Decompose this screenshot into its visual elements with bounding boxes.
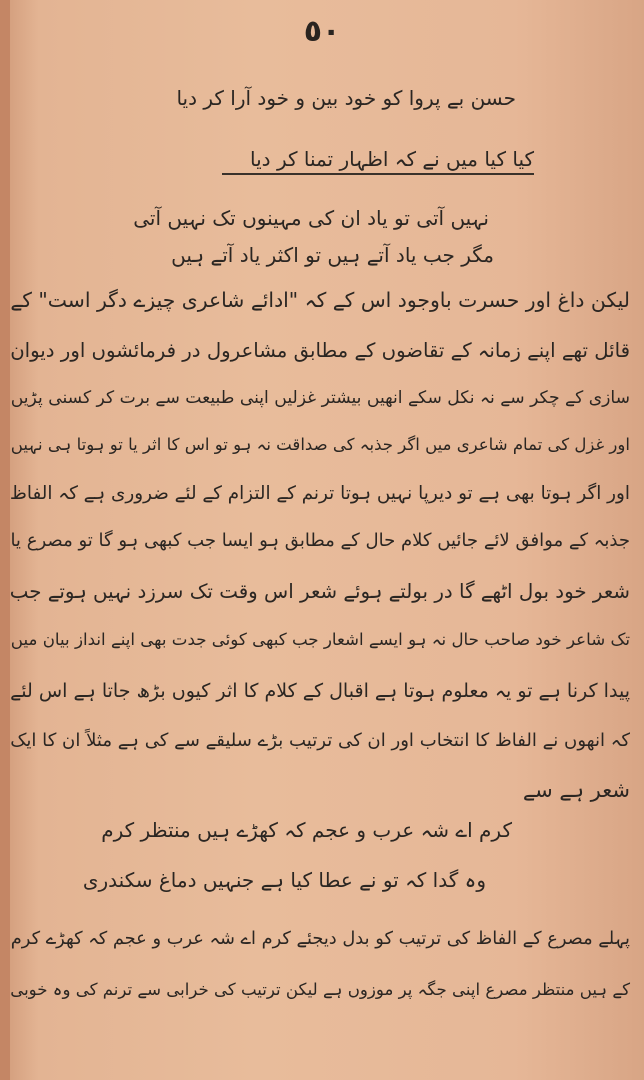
prose-line: تک شاعر خود صاحب حال نہ ہو ایسے اشعار جب کبھی کوئی جدت بھی اپنے انداز بیان میں [10, 630, 630, 649]
page-number: ٥٠ [303, 14, 341, 49]
verse-line: کیا کیا میں نے کہ اظہار تمنا کر دیا [250, 147, 534, 171]
verse-line: حسن بے پروا کو خود بین و خود آرا کر دیا [176, 86, 516, 110]
prose-line: شعر خود بول اٹھے گا در بولتے ہوئے شعر اس وقت تک سرزد نہیں ہوتے جب [9, 580, 630, 603]
verse-line: مگر جب یاد آتے ہیں تو اکثر یاد آتے ہیں [171, 243, 494, 267]
couplet-line: کرم اے شہ عرب و عجم کہ کھڑے ہیں منتظر کرم [101, 818, 512, 842]
couplet-line: وہ گدا کہ تو نے عطا کیا ہے جنہیں دماغ سکندری [82, 868, 486, 892]
prose-line: قائل تھے اپنے زمانہ کے تقاضوں کے مطابق مشاعرول در فرمائشوں اور دیوان [10, 339, 630, 362]
prose-line: جذبہ کے موافق لائے جائیں کلام حال کے مطابق ہو ایسا جب کبھی ہو گا تو مصرع یا [10, 530, 630, 551]
prose-line: اور اگر ہوتا بھی ہے تو دیرپا نہیں ہوتا ترنم کے التزام کے لئے ضروری ہے کہ الفاظ [9, 483, 630, 504]
prose-line: پہلے مصرع کے الفاظ کی ترتیب کو بدل دیجئے کرم اے شہ عرب و عجم کہ کھڑے کرم [10, 928, 630, 949]
prose-line: سازی کے چکر سے نہ نکل سکے انھیں بیشتر غزلیں اپنی طبیعت سے برت کر کسنی پڑیں [10, 388, 630, 408]
prose-line: شعر ہے سے [522, 778, 630, 802]
prose-line: لیکن داغ اور حسرت باوجود اس کے کہ "ادائے شاعری چیزے دگر است" کے [10, 288, 630, 312]
prose-line: پیدا کرنا ہے تو یہ معلوم ہوتا ہے اقبال کے کلام کا اثر کیوں بڑھ جاتا ہے اس لئے [10, 680, 630, 702]
prose-line: اور غزل کی تمام شاعری میں اگر جذبہ کی صداقت نہ ہو تو اس کا اثر یا تو ہوتا ہی نہیں [10, 435, 630, 454]
prose-line: کہ انھوں نے الفاظ کا انتخاب اور ان کی ترتیب بڑے سلیقے سے کی ہے مثلاً ان کا ایک [10, 730, 630, 751]
verse-underline [222, 173, 534, 175]
page-spine-shadow [0, 0, 10, 1080]
prose-line: کے ہیں منتظر مصرع اپنی جگہ پر موزوں ہے لیکن ترتیب کی خرابی سے ترنم کی وہ خوبی [10, 980, 630, 999]
verse-line: نہیں آتی تو یاد ان کی مہینوں تک نہیں آتی [133, 206, 489, 230]
